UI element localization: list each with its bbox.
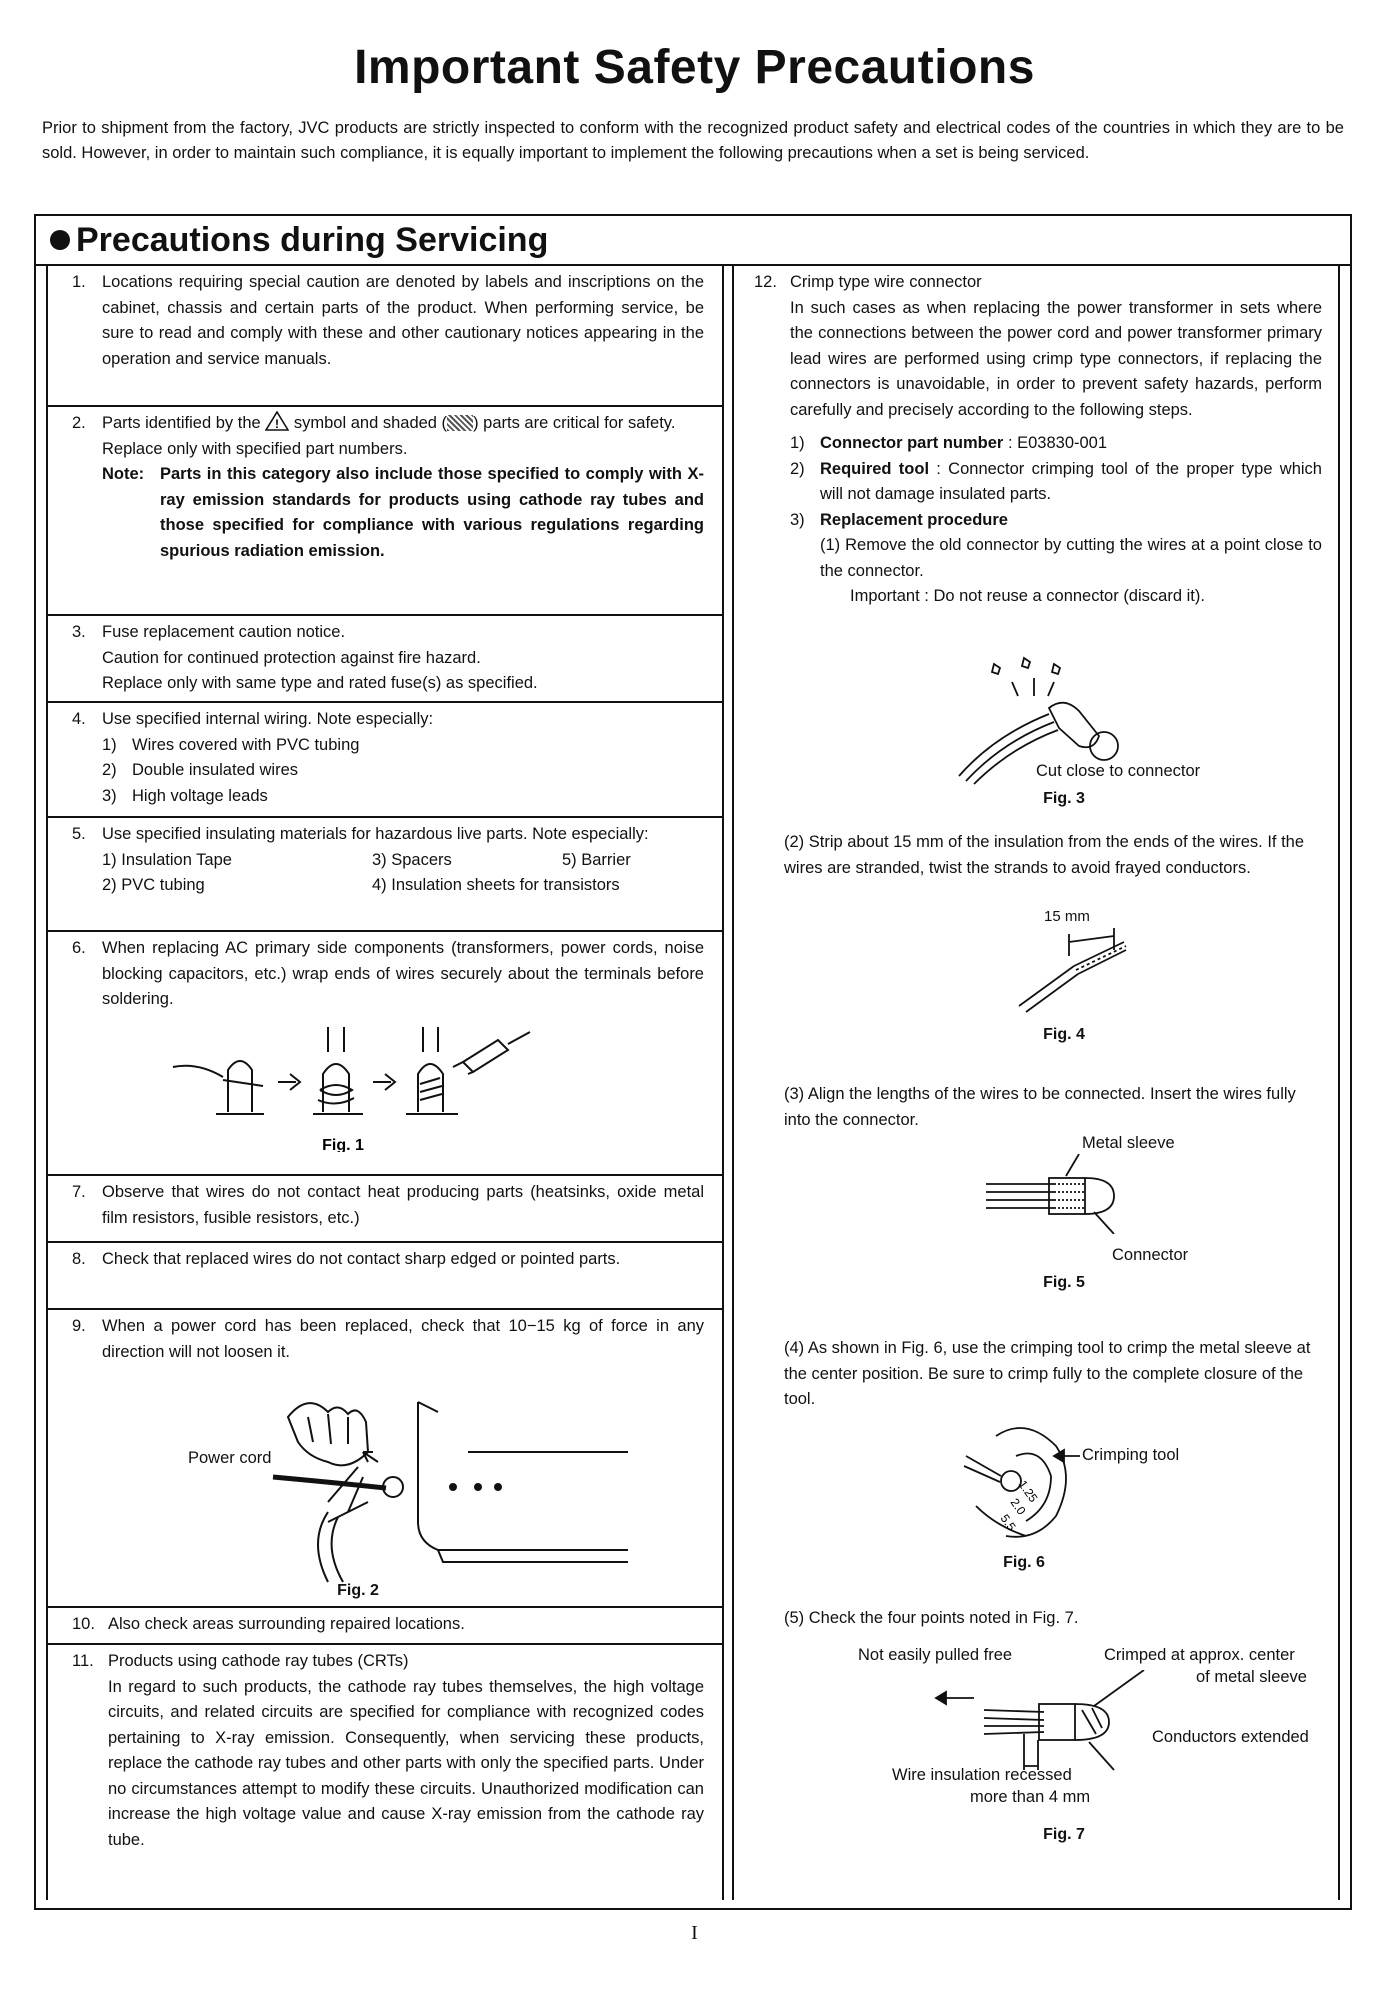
fig7-caption: Fig. 7 bbox=[1043, 1826, 1085, 1843]
fig6-tick-3: 5.5 bbox=[997, 1511, 1019, 1534]
sub-number: 3) bbox=[102, 786, 117, 805]
fig7-label-conductors: Conductors extended bbox=[1152, 1728, 1309, 1746]
item-text: When a power cord has been replaced, check that 10−15 kg of force in any direction will not loosen it. bbox=[102, 1317, 704, 1361]
fig2-power-cord-diagram bbox=[268, 1382, 648, 1602]
step-3 bbox=[754, 1082, 1322, 1133]
item-8 bbox=[48, 1243, 722, 1310]
item-7 bbox=[48, 1176, 722, 1243]
item-9 bbox=[48, 1310, 722, 1608]
list-item: 4) Insulation sheets for transistors bbox=[372, 876, 620, 894]
text-line: Products using cathode ray tubes (CRTs) bbox=[108, 1652, 409, 1670]
item-number: 12. bbox=[754, 273, 777, 291]
fig4-caption: Fig. 4 bbox=[1043, 1026, 1085, 1043]
item-text bbox=[108, 1649, 704, 1853]
fig3-caption: Fig. 3 bbox=[1043, 790, 1085, 807]
fig7-label-4mm: more than 4 mm bbox=[970, 1788, 1091, 1806]
fig2-caption: Fig. 2 bbox=[337, 1582, 379, 1599]
text-part: symbol and shaded ( bbox=[293, 414, 448, 432]
item-11 bbox=[48, 1645, 722, 1900]
sub-text: High voltage leads bbox=[132, 786, 268, 805]
text-line: Fuse replacement caution notice. bbox=[102, 623, 346, 641]
fig1-caption: Fig. 1 bbox=[322, 1137, 364, 1152]
sub-number: 2) bbox=[102, 761, 117, 779]
item-heading: Crimp type wire connector bbox=[790, 273, 982, 291]
sub-text bbox=[820, 457, 1322, 508]
step-text: (5) Check the four points noted in Fig. 7. bbox=[784, 1609, 1079, 1627]
note-label: Note: bbox=[102, 465, 145, 483]
section-header bbox=[36, 216, 1350, 266]
item-number: 7. bbox=[72, 1183, 86, 1201]
power-cord-label: Power cord bbox=[188, 1449, 272, 1467]
item-intro: In such cases as when replacing the power transformer in sets where the connections between the power cord and power transformer primary lead wires are performed using crimp type connectors, if replacing the connectors is unavoidable, in order to prevent safety hazards, perform carefully and precisely according to the following steps. bbox=[790, 298, 1322, 419]
fig5-connector-diagram bbox=[984, 1154, 1164, 1234]
text-line: Replace only with specified part numbers. bbox=[102, 439, 408, 458]
sub-number: 1) bbox=[102, 735, 117, 754]
item-text bbox=[790, 270, 1322, 610]
list-item: 3) Spacers bbox=[372, 850, 452, 869]
text-line: Caution for continued protection against fire hazard. bbox=[102, 648, 481, 667]
fig4-strip-diagram bbox=[1014, 926, 1194, 1016]
text-part: Parts identified by the bbox=[102, 414, 261, 432]
fig6-tick-2: 2.0 bbox=[1007, 1495, 1029, 1518]
shaded-box-icon bbox=[447, 415, 473, 431]
list-item: 2) PVC tubing bbox=[102, 876, 205, 894]
fig7-label-insulation: Wire insulation recessed bbox=[892, 1766, 1072, 1784]
fig6-crimp-diagram bbox=[956, 1416, 1086, 1546]
fig7-label-pull: Not easily pulled free bbox=[858, 1646, 1013, 1664]
text-part: ) parts are critical for safety. bbox=[473, 414, 676, 432]
item-2 bbox=[48, 407, 722, 616]
sub-number: 3) bbox=[790, 510, 805, 529]
item-number: 1. bbox=[72, 273, 86, 291]
text-paragraph: In regard to such products, the cathode ray tubes themselves, the high voltage circuits, and related circuits are specified for compliance with recognized codes pertaining to X-ray emission. Consequently, when servicing these products, replace the cathode ray tubes and other parts with only the specified parts. Under no circumstances attempt to modify these circuits. Unauthorized modification can increase the high voltage value and cause X-ray emission from the cathode ray tube. bbox=[108, 1677, 704, 1849]
section-title: Precautions during Servicing bbox=[76, 221, 549, 259]
fig5-bottom-label: Connector bbox=[1112, 1246, 1189, 1264]
step-2 bbox=[754, 830, 1322, 881]
step-note: Important : Do not reuse a connector (discard it). bbox=[850, 587, 1205, 605]
fig5-top-label: Metal sleeve bbox=[1082, 1134, 1175, 1152]
sub-text: Double insulated wires bbox=[132, 761, 299, 779]
fig4-label: 15 mm bbox=[1044, 908, 1090, 925]
item-text bbox=[102, 822, 704, 899]
item-number: 5. bbox=[72, 825, 86, 843]
item-number: 9. bbox=[72, 1317, 86, 1335]
item-text bbox=[102, 707, 704, 809]
bold-label: Required tool bbox=[820, 459, 930, 478]
fig7-label-sleeve: of metal sleeve bbox=[1196, 1668, 1307, 1686]
fig7-label-crimped: Crimped at approx. center bbox=[1104, 1646, 1295, 1664]
step-text: (2) Strip about 15 mm of the insulation from the ends of the wires. If the wires are stranded, twist the strands to avoid frayed conductors. bbox=[784, 833, 1305, 877]
fig5-caption: Fig. 5 bbox=[1043, 1274, 1085, 1291]
bold-label: Connector part number bbox=[820, 434, 1004, 452]
item-12 bbox=[754, 270, 1322, 610]
item-text: Check that replaced wires do not contact sharp edged or pointed parts. bbox=[102, 1250, 621, 1268]
bold-label: Replacement procedure bbox=[820, 510, 1008, 529]
arrow-left-icon bbox=[1052, 1448, 1082, 1464]
item-number: 3. bbox=[72, 623, 86, 641]
list-item: 1) Insulation Tape bbox=[102, 850, 232, 869]
step-text: (4) As shown in Fig. 6, use the crimping tool to crimp the metal sleeve at the center position. Be sure to crimp fully to the complete closure of the tool. bbox=[784, 1339, 1311, 1408]
sub-number: 1) bbox=[790, 434, 805, 452]
item-1 bbox=[48, 266, 722, 407]
sub-text: Wires covered with PVC tubing bbox=[132, 735, 360, 754]
item-number: 6. bbox=[72, 939, 86, 957]
item-6 bbox=[48, 932, 722, 1176]
warning-triangle-icon bbox=[265, 411, 289, 431]
item-number: 4. bbox=[72, 710, 86, 728]
step-text: (1) Remove the old connector by cutting the wires at a point close to the connector. bbox=[820, 536, 1322, 580]
item-3 bbox=[48, 616, 722, 703]
text-line: Use specified insulating materials for hazardous live parts. Note especially: bbox=[102, 825, 649, 843]
list-item: 5) Barrier bbox=[562, 850, 631, 869]
page-number: I bbox=[691, 1922, 698, 1944]
item-5 bbox=[48, 818, 722, 932]
step-text: (3) Align the lengths of the wires to be connected. Insert the wires fully into the connector. bbox=[784, 1085, 1296, 1129]
item-text: Observe that wires do not contact heat producing parts (heatsinks, oxide metal film resistors, fusible resistors, etc.) bbox=[102, 1183, 704, 1227]
item-text: When replacing AC primary side components (transformers, power cords, noise blocking capacitors, etc.) wrap ends of wires securely about the terminals before soldering. bbox=[102, 939, 704, 1008]
step-5 bbox=[754, 1606, 1322, 1632]
item-number: 2. bbox=[72, 414, 86, 432]
sub-value: : Connector crimping tool of the proper type which will not damage insulated parts. bbox=[820, 459, 1322, 503]
fig6-caption: Fig. 6 bbox=[1003, 1554, 1045, 1571]
item-number: 11. bbox=[72, 1652, 94, 1670]
item-number: 10. bbox=[72, 1615, 95, 1633]
right-column bbox=[732, 266, 1340, 1900]
item-number: 8. bbox=[72, 1250, 86, 1268]
item-text bbox=[102, 620, 704, 697]
intro-paragraph: Prior to shipment from the factory, JVC products are strictly inspected to conform with the recognized product safety and electrical codes of the countries in which they are to be sold. However, in order to maintain such compliance, it is equally important to implement the following precautions when a set is being serviced. bbox=[42, 119, 1344, 162]
fig1-wire-wrap-diagram bbox=[168, 1022, 568, 1152]
text-line: Replace only with same type and rated fuse(s) as specified. bbox=[102, 674, 538, 692]
step-4 bbox=[754, 1336, 1322, 1413]
left-column bbox=[46, 266, 724, 1900]
fig6-tick-1: 1.25 bbox=[1015, 1477, 1041, 1505]
item-text: Locations requiring special caution are denoted by labels and inscriptions on the cabinet, chassis and certain parts of the product. When performing service, be sure to read and comply with these and other cautionary notices appearing in the operation and service manuals. bbox=[102, 273, 704, 368]
sub-value: : E03830-001 bbox=[1003, 434, 1108, 452]
bullet-icon bbox=[50, 230, 70, 250]
item-text bbox=[102, 411, 704, 564]
fig7-check-diagram bbox=[934, 1670, 1194, 1780]
sub-number: 2) bbox=[790, 459, 805, 478]
sub-text bbox=[820, 431, 1107, 457]
svg-text:!: ! bbox=[275, 417, 280, 431]
text-line: Use specified internal wiring. Note especially: bbox=[102, 710, 434, 728]
page-title: Important Safety Precautions bbox=[354, 41, 1035, 94]
servicing-frame bbox=[34, 214, 1352, 1910]
item-4 bbox=[48, 703, 722, 818]
fig3-label: Cut close to connector bbox=[1036, 762, 1201, 780]
item-text: Also check areas surrounding repaired locations. bbox=[108, 1615, 465, 1633]
item-10 bbox=[48, 1608, 722, 1645]
fig6-label: Crimping tool bbox=[1082, 1446, 1180, 1464]
note-text: Parts in this category also include those specified to comply with X-ray emission standards for products using cathode ray tubes and those specified for compliance with various regulations regarding spurious radiation emission. bbox=[160, 465, 704, 560]
